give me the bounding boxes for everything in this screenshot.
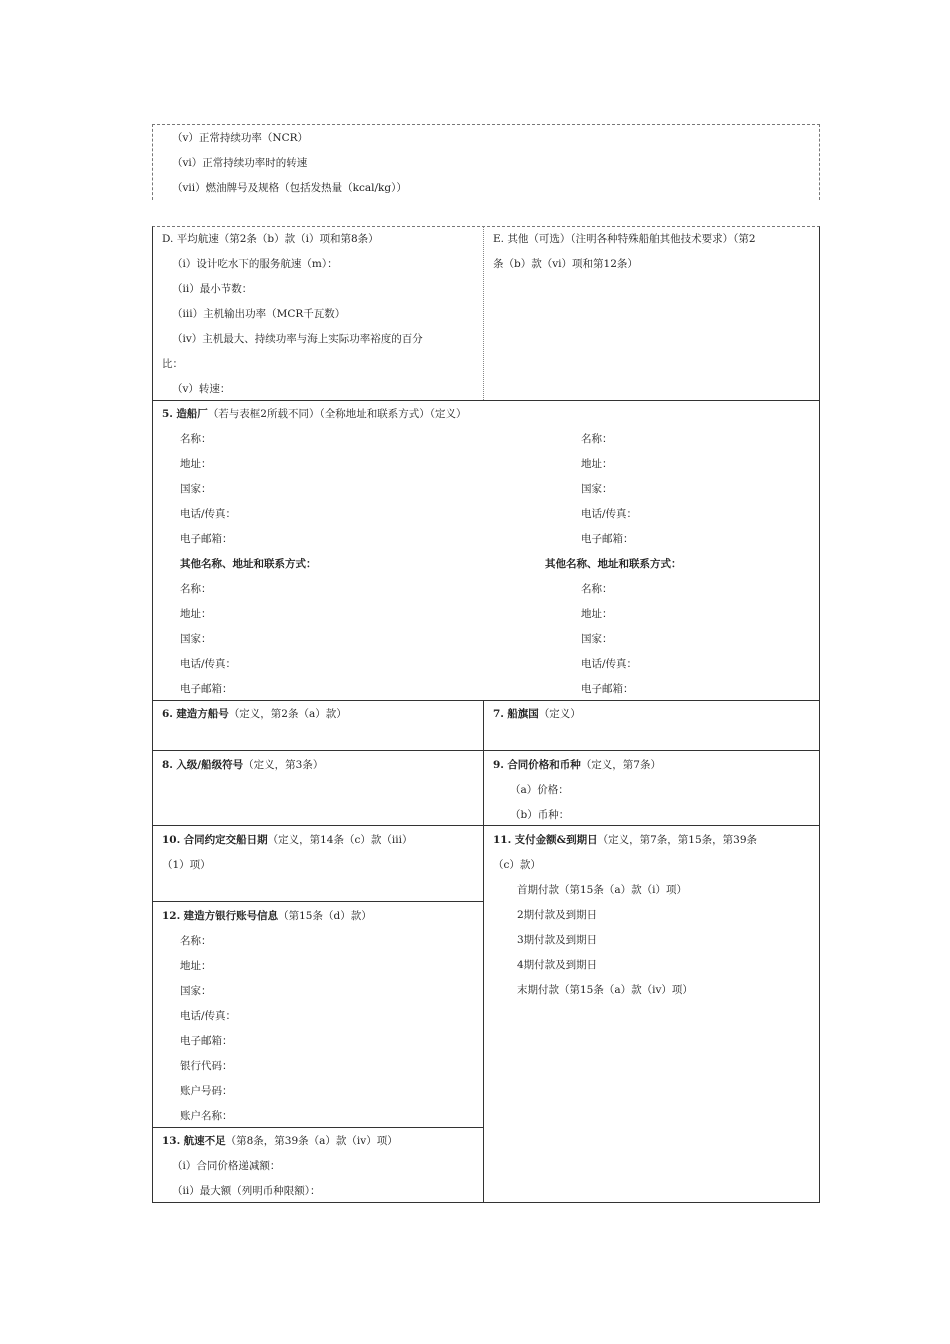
box-10-note-cont: （1）项） [162, 859, 211, 871]
box-5-address-right: 地址： [581, 458, 613, 470]
box-11-third-installment: 3期付款及到期日 [517, 934, 598, 946]
box-6-title: 建造方船号 [176, 708, 229, 720]
box-12-account-number: 账户号码： [180, 1085, 233, 1097]
box-11-fourth-installment: 4期付款及到期日 [517, 959, 598, 971]
box-d-power-margin-cont: 比： [162, 358, 183, 370]
box-5-country-left: 国家： [180, 483, 212, 495]
box-13-number: 13. [162, 1135, 181, 1147]
box-11-title: 支付金额&到期日 [514, 834, 598, 846]
box-5-email2-left: 电子邮箱： [180, 683, 233, 695]
box-8-heading [162, 758, 323, 772]
box-13-note: （第8条，第39条（a）款（iv）项） [225, 1135, 398, 1147]
box-7-note: （定义） [538, 708, 581, 720]
box-5-email2-right: 电子邮箱： [581, 683, 634, 695]
box-7-heading [493, 707, 581, 721]
box-12-address: 地址： [180, 960, 212, 972]
box-5-country2-left: 国家： [180, 633, 212, 645]
box-12-heading [162, 909, 372, 923]
box-9-title: 合同价格和币种 [507, 759, 581, 771]
box-5-email-right: 电子邮箱： [581, 533, 634, 545]
box-7-number: 7. [493, 708, 504, 720]
box-5-phone-left: 电话/传真： [180, 508, 237, 520]
box-5-country2-right: 国家： [581, 633, 613, 645]
box-5-name-left: 名称： [180, 433, 212, 445]
box-5-other-left: 其他名称、地址和联系方式： [180, 558, 317, 570]
box-12-note: （第15条（d）款） [278, 910, 372, 922]
box-5-phone2-right: 电话/传真： [581, 658, 638, 670]
rule-after-6-7 [152, 750, 820, 751]
box-12-country: 国家： [180, 985, 212, 997]
box-11-number: 11. [493, 834, 512, 846]
rule-after-10 [152, 901, 483, 902]
box-8-note: （定义，第3条） [243, 759, 324, 771]
box-9-price: （a）价格： [510, 784, 569, 796]
box-13-price-reduction: （i）合同价格递减额： [172, 1160, 281, 1172]
box-5-note: （若与表框2所载不同）（全称地址和联系方式）（定义） [207, 408, 467, 420]
box-5-name2-right: 名称： [581, 583, 613, 595]
box-5-name2-left: 名称： [180, 583, 212, 595]
box-13-title: 航速不足 [183, 1135, 226, 1147]
box-5-title: 造船厂 [176, 408, 208, 420]
divider-10-11 [483, 825, 484, 1203]
box-11-second-installment: 2期付款及到期日 [517, 909, 598, 921]
box-9-heading [493, 758, 661, 772]
box-12-email: 电子邮箱： [180, 1035, 233, 1047]
divider-d-e [483, 226, 484, 400]
rule-after-de [152, 400, 820, 401]
box-7-title: 船旗国 [507, 708, 539, 720]
box-5-country-right: 国家： [581, 483, 613, 495]
box-12-number: 12. [162, 910, 181, 922]
box-12-title: 建造方银行账号信息 [183, 910, 279, 922]
box-11-first-installment: 首期付款（第15条（a）款（i）项） [517, 884, 687, 896]
box-8-number: 8. [162, 759, 173, 771]
box-11-note-cont: （c）款） [493, 859, 541, 871]
box-10-number: 10. [162, 834, 181, 846]
box-10-heading [162, 833, 412, 847]
box-13-heading [162, 1134, 398, 1148]
box-11-heading [493, 833, 757, 847]
box-5-address-left: 地址： [180, 458, 212, 470]
box-10-note: （定义，第14条（c）款（iii） [267, 834, 413, 846]
engine-fuel-line: （vii）燃油牌号及规格（包括发热量（kcal/kg）） [172, 182, 407, 194]
box-12-name: 名称： [180, 935, 212, 947]
box-9-number: 9. [493, 759, 504, 771]
engine-ncr-line: （v）正常持续功率（NCR） [172, 132, 309, 144]
engine-ncr-speed-line: （vi）正常持续功率时的转速 [172, 157, 308, 169]
box-13-maximum: （ii）最大额（列明币种限额）： [172, 1185, 321, 1197]
box-12-account-name: 账户名称： [180, 1110, 233, 1122]
box-12-bank-code: 银行代码： [180, 1060, 233, 1072]
box-5-phone-right: 电话/传真： [581, 508, 638, 520]
box-9-currency: （b）币种： [510, 809, 570, 821]
box-11-note: （定义，第7条，第15条，第39条 [597, 834, 758, 846]
box-6-number: 6. [162, 708, 173, 720]
box-d-engine-output: （iii）主机输出功率（MCR千瓦数） [172, 308, 346, 320]
box-5-phone2-left: 电话/传真： [180, 658, 237, 670]
box-e-title: E. 其他（可选）（注明各种特殊船舶其他技术要求）（第2 [493, 233, 756, 245]
box-5-heading [162, 407, 467, 421]
box-5-other-right: 其他名称、地址和联系方式： [545, 558, 682, 570]
rule-after-5 [152, 700, 820, 701]
rule-after-12 [152, 1127, 483, 1128]
divider-6-7 [483, 700, 484, 825]
box-6-heading [162, 707, 347, 721]
box-d-service-speed: （i）设计吃水下的服务航速（m）： [172, 258, 338, 270]
box-10-title: 合同约定交船日期 [183, 834, 268, 846]
box-5-name-right: 名称： [581, 433, 613, 445]
box-d-rpm: （v）转速： [172, 383, 231, 395]
box-8-title: 入级/船级符号 [176, 759, 244, 771]
box-5-address2-left: 地址： [180, 608, 212, 620]
box-12-phone: 电话/传真： [180, 1010, 237, 1022]
rule-after-8-9 [152, 825, 820, 826]
box-5-email-left: 电子邮箱： [180, 533, 233, 545]
box-d-title: D. 平均航速（第2条（b）款（i）项和第8条） [162, 233, 379, 245]
box-d-power-margin: （iv）主机最大、持续功率与海上实际功率裕度的百分 [172, 333, 423, 345]
box-5-address2-right: 地址： [581, 608, 613, 620]
box-d-min-knots: （ii）最小节数： [172, 283, 253, 295]
box-9-note: （定义，第7条） [580, 759, 661, 771]
box-5-number: 5. [162, 408, 173, 420]
box-6-note: （定义，第2条（a）款） [228, 708, 347, 720]
box-11-final-installment: 末期付款（第15条（a）款（iv）项） [517, 984, 693, 996]
box-e-title-cont: 条（b）款（vi）项和第12条） [493, 258, 638, 270]
